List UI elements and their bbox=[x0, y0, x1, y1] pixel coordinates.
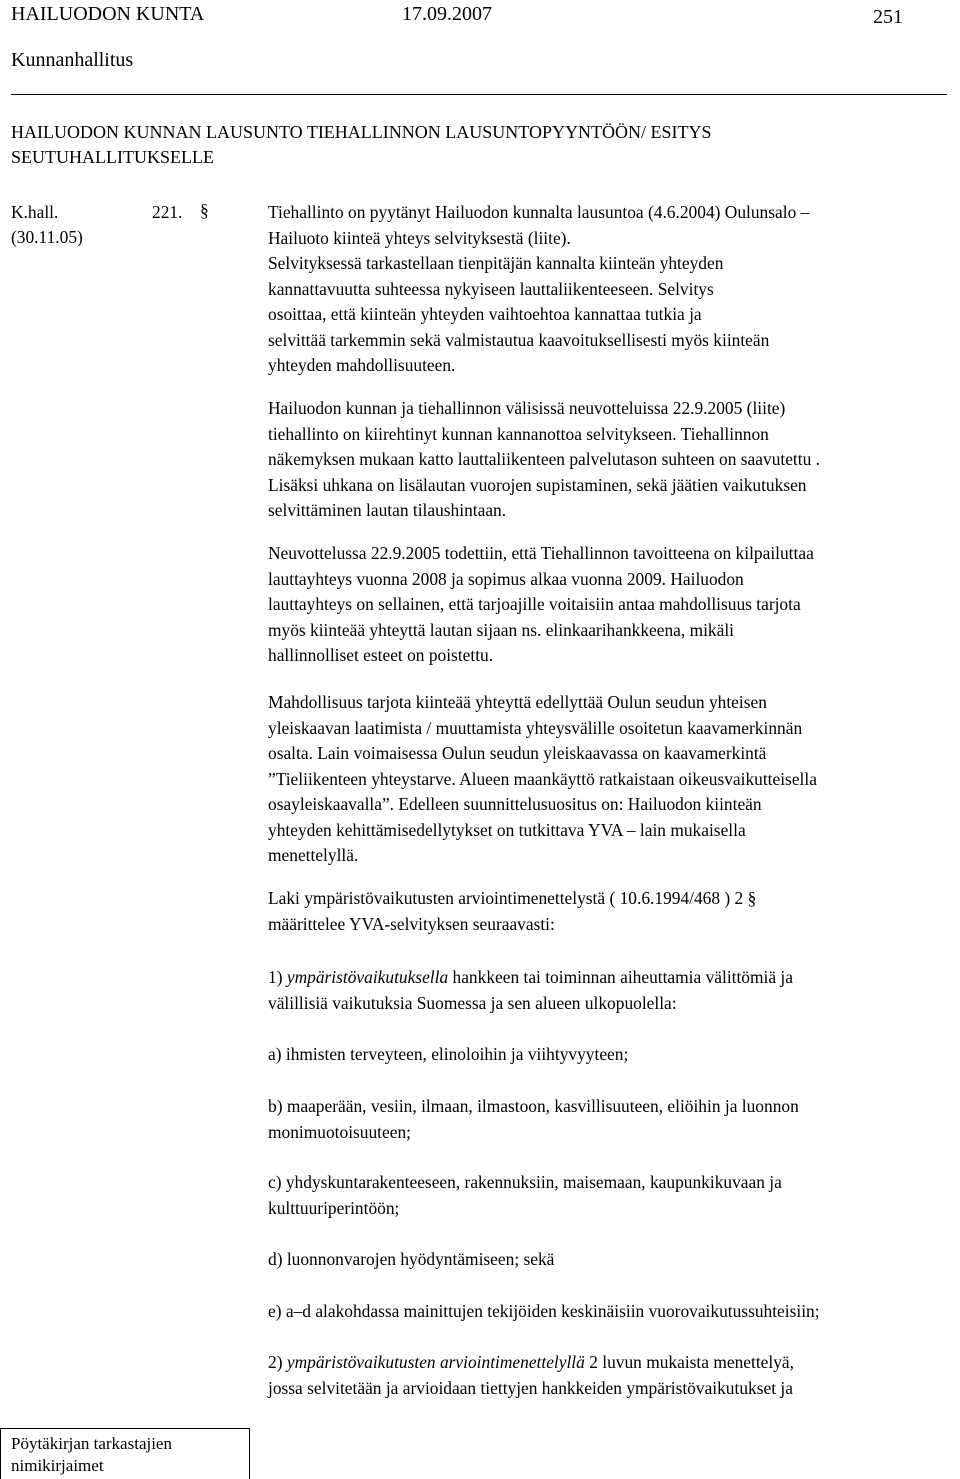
defined-term: ympäristövaikutusten arviointimenettelyllä bbox=[286, 1352, 585, 1372]
text-line: lauttayhteys vuonna 2008 ja sopimus alkaa vuonna 2009. Hailuodon bbox=[268, 568, 744, 589]
text-line: näkemyksen mukaan katto lauttaliikenteen palvelutason suhteen on saavutettu . bbox=[268, 449, 820, 469]
text-line: hallinnolliset esteet on poistettu. bbox=[268, 645, 494, 665]
ref-date: (30.11.05) bbox=[11, 227, 83, 247]
text-line: selvittäminen lautan tilaushintaan. bbox=[268, 500, 507, 520]
text-line: monimuotoisuuteen; bbox=[268, 1121, 411, 1142]
text-line: jossa selvitetään ja arvioidaan tiettyjen hankkeiden ympäristövaikutukset ja bbox=[268, 1377, 793, 1398]
text-line: myös kiinteää yhteyttä lautan sijaan ns. elinkaarihankkeena, mikäli bbox=[268, 619, 735, 640]
page-number: 251 bbox=[873, 6, 903, 28]
text-line: yleiskaavan laatimista / muuttamista yhteysvälille osoitetun kaavamerkinnän bbox=[268, 717, 803, 738]
text-line: c) yhdyskuntarakenteeseen, rakennuksiin, maisemaan, kaupunkikuvaan ja bbox=[268, 1172, 782, 1192]
body-name: Kunnanhallitus bbox=[11, 49, 134, 71]
text-span: 2 luvun mukaista menettelyä, bbox=[584, 1352, 794, 1372]
text-line: menettelyllä. bbox=[268, 845, 359, 865]
text-line: Lisäksi uhkana on lisälautan vuorojen supistaminen, sekä jäätien vaikutuksen bbox=[268, 474, 807, 495]
footer-label-line-1: Pöytäkirjan tarkastajien bbox=[11, 1434, 172, 1453]
text-line: osalta. Lain voimaisessa Oulun seudun yleiskaavassa on kaavamerkintä bbox=[268, 743, 767, 763]
paragraph-1 bbox=[268, 200, 958, 379]
document-title bbox=[11, 120, 711, 170]
list-item-b bbox=[268, 1094, 958, 1145]
defined-term: ympäristövaikutuksella bbox=[286, 967, 449, 987]
text-line: Laki ympäristövaikutusten arviointimenettelystä ( 10.6.1994/468 ) 2 § bbox=[268, 888, 757, 908]
section-number: 221. bbox=[152, 202, 183, 222]
list-item-c bbox=[268, 1170, 958, 1221]
title-line-1: HAILUODON KUNNAN LAUSUNTO TIEHALLINNON LAUSUNTOPYYNTÖÖN/ ESITYS bbox=[11, 122, 712, 142]
list-item-2 bbox=[268, 1350, 958, 1401]
text-line: e) a–d alakohdassa mainittujen tekijöiden keskinäisiin vuorovaikutussuhteisiin; bbox=[268, 1301, 820, 1321]
paragraph-3 bbox=[268, 541, 958, 669]
text-line: kannattavuutta suhteessa nykyiseen lauttaliikenteeseen. Selvitys bbox=[268, 278, 714, 299]
text-line: Selvityksessä tarkastellaan tienpitäjän kannalta kiinteän yhteyden bbox=[268, 253, 724, 273]
meeting-date: 17.09.2007 bbox=[402, 3, 492, 25]
text-line: lauttayhteys on sellainen, että tarjoajille voitaisiin antaa mahdollisuus tarjota bbox=[268, 594, 801, 614]
text-line: kulttuuriperintöön; bbox=[268, 1197, 400, 1218]
municipality-name: HAILUODON KUNTA bbox=[11, 3, 205, 25]
text-line: a) ihmisten terveyteen, elinoloihin ja viihtyvyyteen; bbox=[268, 1044, 629, 1064]
text-line: Tiehallinto on pyytänyt Hailuodon kunnalta lausuntoa (4.6.2004) Oulunsalo – bbox=[268, 202, 810, 222]
signature-box bbox=[0, 1428, 250, 1479]
text-line: osayleiskaavalla”. Edelleen suunnittelusuositus on: Hailuodon kiinteän bbox=[268, 794, 762, 814]
text-line: selvittää tarkemmin sekä valmistautua kaavoituksellisesti myös kiinteän bbox=[268, 329, 770, 350]
text-line: b) maaperään, vesiin, ilmaan, ilmastoon, kasvillisuuteen, eliöihin ja luonnon bbox=[268, 1096, 799, 1116]
ref-label: K.hall. bbox=[11, 202, 59, 222]
text-line: Hailuodon kunnan ja tiehallinnon välisissä neuvotteluissa 22.9.2005 (liite) bbox=[268, 398, 786, 418]
text-line: yhteyden mahdollisuuteen. bbox=[268, 355, 456, 375]
text-line: osoittaa, että kiinteän yhteyden vaihtoehtoa kannattaa tutkia ja bbox=[268, 304, 702, 324]
paragraph-4 bbox=[268, 690, 958, 869]
list-item-d bbox=[268, 1247, 958, 1273]
list-item-e bbox=[268, 1299, 958, 1325]
text-line: Mahdollisuus tarjota kiinteää yhteyttä edellyttää Oulun seudun yhteisen bbox=[268, 692, 767, 712]
list-item-1 bbox=[268, 965, 958, 1016]
paragraph-2 bbox=[268, 396, 958, 524]
text-line: tiehallinto on kiirehtinyt kunnan kannanottoa selvitykseen. Tiehallinnon bbox=[268, 423, 769, 444]
text-span: hankkeen tai toiminnan aiheuttamia välittömiä ja bbox=[448, 967, 793, 987]
header-rule bbox=[11, 94, 947, 95]
text-line: määrittelee YVA-selvityksen seuraavasti: bbox=[268, 913, 555, 934]
text-line: Neuvottelussa 22.9.2005 todettiin, että Tiehallinnon tavoitteena on kilpailuttaa bbox=[268, 543, 814, 563]
text-line: ”Tieliikenteen yhteystarve. Alueen maankäyttö ratkaistaan oikeusvaikutteisella bbox=[268, 768, 817, 789]
section-symbol: § bbox=[200, 200, 209, 220]
list-item-a bbox=[268, 1042, 958, 1068]
text-line: yhteyden kehittämisedellytykset on tutkittava YVA – lain mukaisella bbox=[268, 819, 746, 840]
text-line: d) luonnonvarojen hyödyntämiseen; sekä bbox=[268, 1249, 555, 1269]
paragraph-5 bbox=[268, 886, 958, 937]
text-line: Hailuoto kiinteä yhteys selvityksestä (liite). bbox=[268, 227, 571, 248]
text-line: välillisiä vaikutuksia Suomessa ja sen alueen ulkopuolella: bbox=[268, 992, 677, 1013]
list-number: 2) bbox=[268, 1352, 287, 1372]
title-line-2: SEUTUHALLITUKSELLE bbox=[11, 147, 214, 167]
list-number: 1) bbox=[268, 967, 287, 987]
footer-label-line-2: nimikirjaimet bbox=[11, 1456, 104, 1475]
